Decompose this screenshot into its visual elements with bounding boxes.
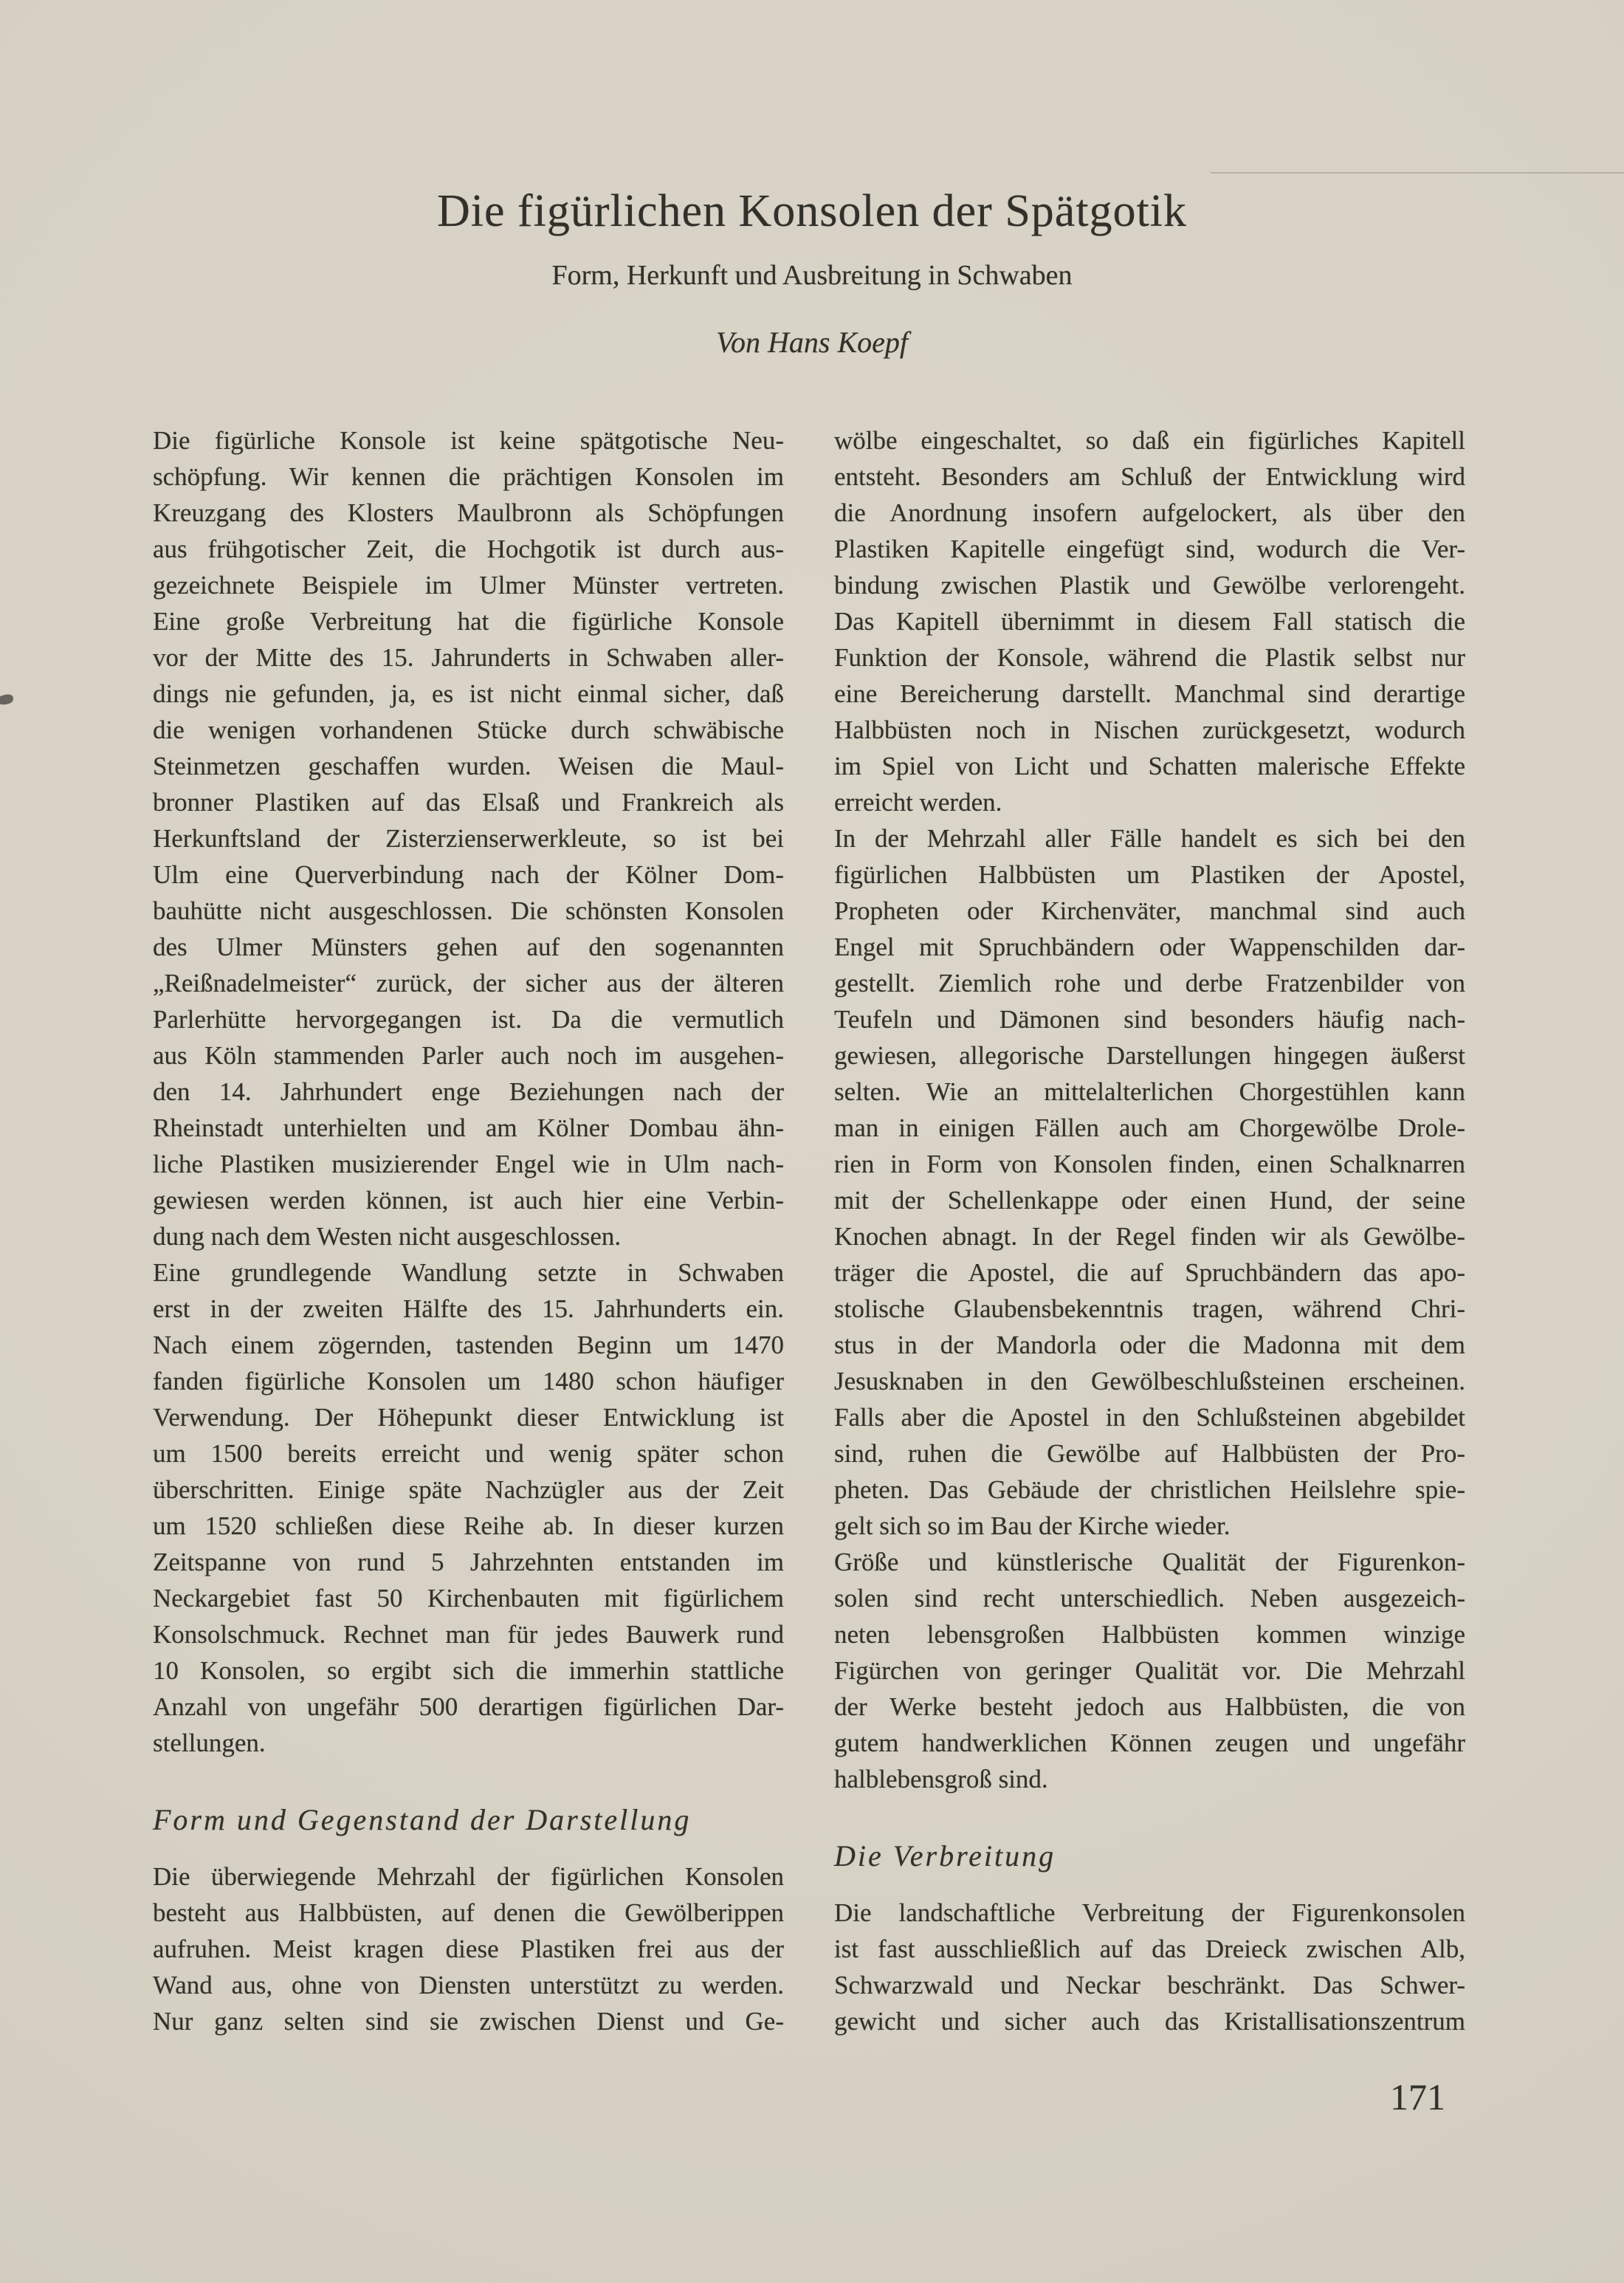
text-line: aus Köln stammenden Parler auch noch im ausgehen- xyxy=(153,1041,784,1070)
text-line: mit der Schellenkappe oder einen Hund, der seine xyxy=(834,1186,1465,1215)
text-line: die Anordnung insofern aufgelockert, als über den xyxy=(834,498,1465,527)
text-line: Halbbüsten noch in Nischen zurückgesetzt, wodurch xyxy=(834,715,1465,744)
text-line: des Ulmer Münsters gehen auf den sogenannten xyxy=(153,933,784,961)
text-line: vor der Mitte des 15. Jahrunderts in Schwaben aller- xyxy=(153,643,784,672)
paragraph xyxy=(834,820,1465,1544)
text-line: Parlerhütte hervorgegangen ist. Da die vermutlich xyxy=(153,1005,784,1034)
text-line: Steinmetzen geschaffen wurden. Weisen die Maul- xyxy=(153,752,784,780)
text-line: Wand aus, ohne von Diensten unterstützt zu werden. xyxy=(153,1971,784,1999)
text-line: Figürchen von geringer Qualität vor. Die Mehrzahl xyxy=(834,1656,1465,1685)
text-line: Eine große Verbreitung hat die figürliche Konsole xyxy=(153,607,784,636)
text-line: neten lebensgroßen Halbbüsten kommen winzige xyxy=(834,1620,1465,1649)
text-line: schöpfung. Wir kennen die prächtigen Konsolen im xyxy=(153,462,784,491)
text-line: Rheinstadt unterhielten und am Kölner Dombau ähn- xyxy=(153,1113,784,1142)
text-line: ist fast ausschließlich auf das Dreieck zwischen Alb, xyxy=(834,1934,1465,1963)
text-line: gewiesen werden können, ist auch hier eine Verbin- xyxy=(153,1186,784,1215)
text-line: die wenigen vorhandenen Stücke durch schwäbische xyxy=(153,715,784,744)
text-line: Die landschaftliche Verbreitung der Figurenkonsolen xyxy=(834,1898,1465,1927)
text-line: fanden figürliche Konsolen um 1480 schon häufiger xyxy=(153,1367,784,1395)
paragraph xyxy=(153,1254,784,1761)
text-line: Jesusknaben in den Gewölbeschlußsteinen erscheinen. xyxy=(834,1367,1465,1395)
text-line: Verwendung. Der Höhepunkt dieser Entwicklung ist xyxy=(153,1403,784,1432)
scan-artifact-line xyxy=(1211,172,1624,174)
text-line: „Reißnadelmeister“ zurück, der sicher aus der älteren xyxy=(153,969,784,998)
page-number: 171 xyxy=(1390,2076,1445,2118)
text-line: Die überwiegende Mehrzahl der figürlichen Konsolen xyxy=(153,1862,784,1891)
text-line: der Werke besteht jedoch aus Halbbüsten, die von xyxy=(834,1692,1465,1721)
text-line: gezeichnete Beispiele im Ulmer Münster vertreten. xyxy=(153,571,784,600)
text-line: entsteht. Besonders am Schluß der Entwicklung wird xyxy=(834,462,1465,491)
text-line: den 14. Jahrhundert enge Beziehungen nach der xyxy=(153,1077,784,1106)
text-line: figürlichen Halbbüsten um Plastiken der Apostel, xyxy=(834,860,1465,889)
paragraph xyxy=(834,422,1465,820)
text-line: erreicht werden. xyxy=(834,788,1002,817)
text-line: im Spiel von Licht und Schatten malerische Effekte xyxy=(834,752,1465,780)
page-subtitle: Form, Herkunft und Ausbreitung in Schwaben xyxy=(551,260,1073,291)
text-line: liche Plastiken musizierender Engel wie in Ulm nach- xyxy=(153,1150,784,1178)
text-line: um 1500 bereits erreicht und wenig später schon xyxy=(153,1439,784,1468)
text-line: Teufeln und Dämonen sind besonders häufig nach- xyxy=(834,1005,1465,1034)
paragraph xyxy=(834,1544,1465,1797)
paragraph xyxy=(153,422,784,1254)
text-line: rien in Form von Konsolen finden, einen Schalknarren xyxy=(834,1150,1465,1178)
text-line: Größe und künstlerische Qualität der Figurenkon- xyxy=(834,1548,1465,1576)
section-heading: Form und Gegenstand der Darstellung xyxy=(153,1803,692,1836)
text-line: gewiesen, allegorische Darstellungen hingegen äußerst xyxy=(834,1041,1465,1070)
text-line: man in einigen Fällen auch am Chorgewölbe Drole- xyxy=(834,1113,1465,1142)
text-line: Das Kapitell übernimmt in diesem Fall statisch die xyxy=(834,607,1465,636)
text-line: Plastiken Kapitelle eingefügt sind, wodurch die Ver- xyxy=(834,535,1465,563)
text-line: Knochen abnagt. In der Regel finden wir als Gewölbe- xyxy=(834,1222,1465,1251)
text-line: pheten. Das Gebäude der christlichen Heilslehre spie- xyxy=(834,1475,1465,1504)
text-line: bronner Plastiken auf das Elsaß und Frankreich als xyxy=(153,788,784,817)
scan-artifact-mark xyxy=(0,694,14,706)
text-line: stolische Glaubensbekenntnis tragen, während Chri- xyxy=(834,1294,1465,1323)
text-line: aufruhen. Meist kragen diese Plastiken frei aus der xyxy=(153,1934,784,1963)
text-line: Herkunftsland der Zisterzienserwerkleute, so ist bei xyxy=(153,824,784,853)
page-title: Die figürlichen Konsolen der Spätgotik xyxy=(436,186,1187,236)
text-line: gewicht und sicher auch das Kristallisationszentrum xyxy=(834,2007,1465,2036)
text-line: Kreuzgang des Klosters Maulbronn als Schöpfungen xyxy=(153,498,784,527)
text-line: bauhütte nicht ausgeschlossen. Die schönsten Konsolen xyxy=(153,896,784,925)
text-line: dings nie gefunden, ja, es ist nicht einmal sicher, daß xyxy=(153,679,784,708)
text-line: Anzahl von ungefähr 500 derartigen figürlichen Dar- xyxy=(153,1692,784,1721)
paragraph xyxy=(153,1858,784,2039)
text-line: Konsolschmuck. Rechnet man für jedes Bauwerk rund xyxy=(153,1620,784,1649)
text-line: 10 Konsolen, so ergibt sich die immerhin stattliche xyxy=(153,1656,784,1685)
text-column-left xyxy=(153,422,784,2039)
text-line: wölbe eingeschaltet, so daß ein figürliches Kapitell xyxy=(834,426,1465,455)
text-line: eine Bereicherung darstellt. Manchmal sind derartige xyxy=(834,679,1465,708)
text-line: Propheten oder Kirchenväter, manchmal sind auch xyxy=(834,896,1465,925)
text-line: bindung zwischen Plastik und Gewölbe verlorengeht. xyxy=(834,571,1465,600)
text-line: aus frühgotischer Zeit, die Hochgotik ist durch aus- xyxy=(153,535,784,563)
text-line: um 1520 schließen diese Reihe ab. In dieser kurzen xyxy=(153,1511,784,1540)
text-line: Neckargebiet fast 50 Kirchenbauten mit figürlichem xyxy=(153,1584,784,1613)
section-heading: Die Verbreitung xyxy=(834,1839,1056,1872)
text-line: Eine grundlegende Wandlung setzte in Schwaben xyxy=(153,1258,784,1287)
text-line: erst in der zweiten Hälfte des 15. Jahrhunderts ein. xyxy=(153,1294,784,1323)
text-line: In der Mehrzahl aller Fälle handelt es sich bei den xyxy=(834,824,1465,853)
text-line: besteht aus Halbbüsten, auf denen die Gewölberippen xyxy=(153,1898,784,1927)
text-line: Ulm eine Querverbindung nach der Kölner Dom- xyxy=(153,860,784,889)
author-line: Von Hans Koepf xyxy=(716,326,908,359)
text-line: dung nach dem Westen nicht ausgeschlossen. xyxy=(153,1222,622,1251)
text-line: überschritten. Einige späte Nachzügler aus der Zeit xyxy=(153,1475,784,1504)
text-line: Nach einem zögernden, tastenden Beginn um 1470 xyxy=(153,1331,784,1359)
text-line: Zeitspanne von rund 5 Jahrzehnten entstanden im xyxy=(153,1548,784,1576)
text-line: selten. Wie an mittelalterlichen Chorgestühlen kann xyxy=(834,1077,1465,1106)
text-line: träger die Apostel, die auf Spruchbändern das apo- xyxy=(834,1258,1465,1287)
text-line: Nur ganz selten sind sie zwischen Dienst und Ge- xyxy=(153,2007,784,2036)
text-line: gutem handwerklichen Können zeugen und ungefähr xyxy=(834,1728,1465,1757)
paragraph xyxy=(834,1895,1465,2039)
text-line: Schwarzwald und Neckar beschränkt. Das Schwer- xyxy=(834,1971,1465,1999)
text-line: gestellt. Ziemlich rohe und derbe Fratzenbilder von xyxy=(834,969,1465,998)
text-line: Funktion der Konsole, während die Plastik selbst nur xyxy=(834,643,1465,672)
text-line: stus in der Mandorla oder die Madonna mit dem xyxy=(834,1331,1465,1359)
text-line: stellungen. xyxy=(153,1728,266,1757)
text-line: sind, ruhen die Gewölbe auf Halbbüsten der Pro- xyxy=(834,1439,1465,1468)
text-line: gelt sich so im Bau der Kirche wieder. xyxy=(834,1511,1231,1540)
text-line: Engel mit Spruchbändern oder Wappenschilden dar- xyxy=(834,933,1465,961)
text-line: halblebensgroß sind. xyxy=(834,1765,1048,1793)
text-line: Falls aber die Apostel in den Schlußsteinen abgebildet xyxy=(834,1403,1465,1432)
text-line: Die figürliche Konsole ist keine spätgotische Neu- xyxy=(153,426,784,455)
text-column-right xyxy=(834,422,1465,2039)
text-line: solen sind recht unterschiedlich. Neben ausgezeich- xyxy=(834,1584,1465,1613)
